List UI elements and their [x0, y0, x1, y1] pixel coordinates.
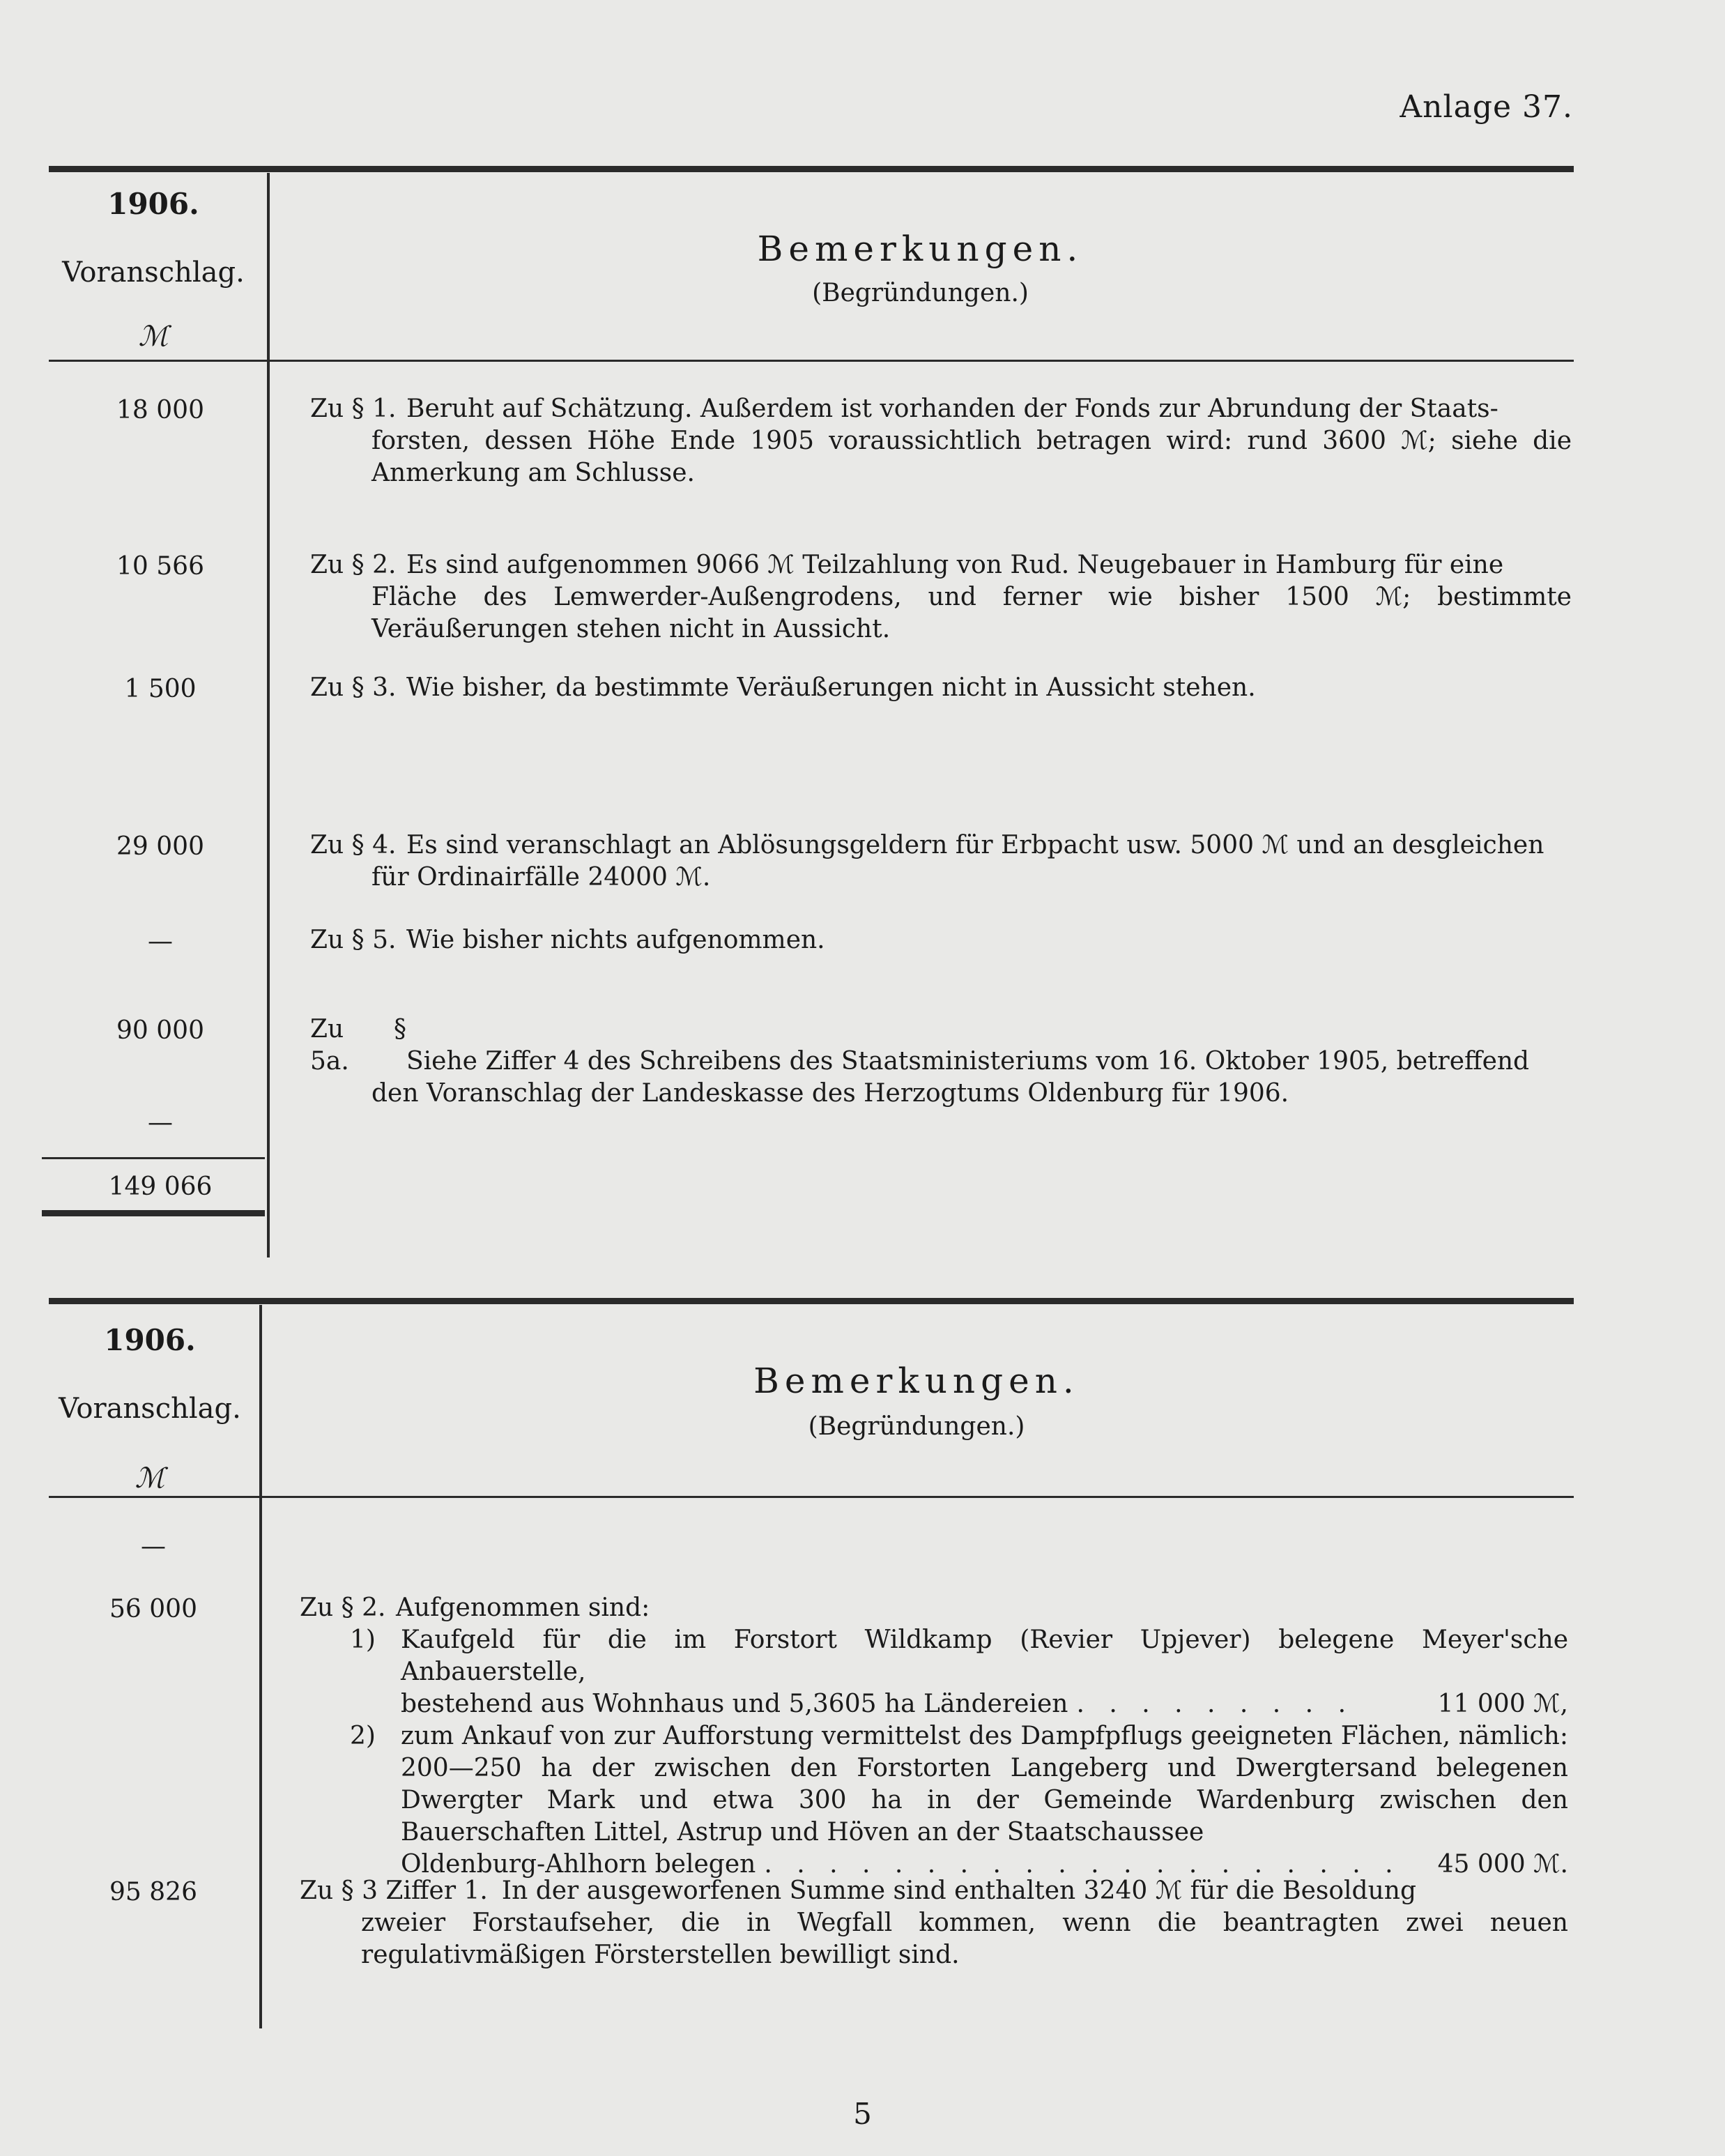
subitem-1-leader-dots: . . . . . . . . . — [1076, 1690, 1355, 1718]
subitem-1-text-first: Kaufgeld für die im Forstort Wildkamp (Revier Upjever) belegene Meyer'sche Anbauerstelle, — [401, 1626, 1568, 1686]
table1-total-rule — [42, 1210, 265, 1216]
page-number: 5 — [853, 2097, 872, 2131]
table1-ref-4: Zu § 4. — [310, 831, 397, 859]
subitem-2-text-first: zum Ankauf von zur Aufforstung vermittelst des Dampfpflugs geeigneten Flächen, — [401, 1722, 1451, 1750]
table2-entry-2 — [300, 1592, 1568, 1881]
table2-voranschlag-label: Voranschlag. — [59, 1393, 241, 1425]
table2-ref-3: Zu § 3 Ziffer 1. — [300, 1876, 488, 1905]
table1-amount-4: 29 000 — [116, 832, 204, 861]
table1-amount-5: — — [148, 927, 173, 956]
subitem-2-number: 2) — [350, 1722, 376, 1750]
table1-entry-5 — [310, 924, 1572, 956]
table2-top-rule — [49, 1298, 1574, 1304]
table1-subtitle: (Begründungen.) — [812, 279, 1029, 307]
table1-entry-1 — [310, 393, 1572, 489]
subitem-2-amount: 45 000 ℳ. — [1437, 1850, 1568, 1879]
subitem-2-leader-dots: . . . . . . . . . . . . . . . . . . . . — [764, 1850, 1402, 1879]
table1-text-1a: Beruht auf Schätzung. Außerdem ist vorhanden der Fonds zur Abrundung der Staats- — [406, 395, 1498, 423]
table2-header-rule — [49, 1496, 1574, 1498]
table1-amount-6: 90 000 — [116, 1016, 204, 1045]
table2-year: 1906. — [104, 1323, 196, 1357]
table2-subitem-1 — [300, 1624, 1568, 1720]
table1-text-2a: Es sind aufgenommen 9066 ℳ Teilzahlung von Rud. Neugebauer in Hamburg für eine — [406, 551, 1504, 579]
table2-text-2a: Aufgenommen sind: — [396, 1593, 650, 1622]
table2-currency-symbol: ℳ — [135, 1462, 165, 1494]
table2-amount-2: 56 000 — [109, 1595, 197, 1623]
table1-text-4b: für Ordinairfälle 24000 ℳ. — [371, 863, 711, 892]
appendix-label: Anlage 37. — [1400, 89, 1573, 125]
table1-amount-2: 10 566 — [116, 552, 204, 581]
table1-entry-3 — [310, 672, 1572, 704]
table1-total: 149 066 — [108, 1172, 213, 1201]
table2-text-3a: In der ausgeworfenen Summe sind enthalten 3240 ℳ für die Besoldung — [501, 1876, 1417, 1905]
subitem-1-amount-row — [401, 1688, 1568, 1720]
subitem-1-number: 1) — [350, 1626, 376, 1654]
table1-ref-2: Zu § 2. — [310, 551, 397, 579]
table1-amount-1: 18 000 — [116, 396, 204, 425]
table1-ref-6: Zu § 5a. — [310, 1015, 406, 1076]
table2-title: Bemerkungen. — [753, 1361, 1080, 1401]
table1-text-2b: Fläche des Lemwerder-Außengrodens, und ferner wie bisher 1500 ℳ; bestimmte Veräußerungen stehen nicht in Aussicht. — [371, 583, 1572, 643]
table1-currency-symbol: ℳ — [138, 321, 169, 353]
table1-voranschlag-label: Voranschlag. — [62, 257, 245, 289]
table2-subitem-2 — [300, 1720, 1568, 1881]
table2-text-3b: zweier Forstaufseher, die in Wegfall kommen, wenn die beantragten zwei neuen regulativmäßigen Försterstellen bewilligt sind. — [361, 1909, 1568, 1969]
table1-header-rule — [49, 360, 1574, 362]
subitem-1-text-last: bestehend aus Wohnhaus und 5,3605 ha Ländereien — [401, 1690, 1068, 1718]
table1-year: 1906. — [107, 187, 199, 221]
table1-title: Bemerkungen. — [757, 229, 1084, 269]
table2-entry-3 — [300, 1875, 1568, 1971]
table2-ref-2: Zu § 2. — [300, 1593, 386, 1622]
table1-entry-2 — [310, 549, 1572, 645]
table1-text-5a: Wie bisher nichts aufgenommen. — [406, 926, 825, 954]
table1-ref-1: Zu § 1. — [310, 395, 397, 423]
table1-amount-3: 1 500 — [124, 675, 197, 703]
table1-top-rule — [49, 166, 1574, 172]
table2-amount-3: 95 826 — [109, 1878, 197, 1906]
table1-amount-7: — — [148, 1108, 173, 1137]
table1-entry-4 — [310, 829, 1572, 894]
table2-subtitle: (Begründungen.) — [808, 1412, 1025, 1441]
table1-text-6b: den Voranschlag der Landeskasse des Herzogtums Oldenburg für 1906. — [371, 1079, 1289, 1108]
table1-ref-5: Zu § 5. — [310, 926, 397, 954]
table1-column-divider — [267, 173, 270, 1257]
subitem-1-amount: 11 000 ℳ, — [1437, 1690, 1568, 1718]
table1-sum-rule — [42, 1157, 265, 1159]
subitem-2-text-last: Oldenburg-Ahlhorn belegen — [401, 1850, 756, 1879]
table1-text-4a: Es sind veranschlagt an Ablösungsgeldern für Erbpacht usw. 5000 ℳ und an desgleichen — [406, 831, 1544, 859]
table1-entry-6 — [310, 1014, 1572, 1110]
subitem-2-text-middle: nämlich: 200—250 ha der zwischen den Forstorten Langeberg und Dwergtersand belegenen Dwergter Mark und etwa 300 ha in der Gemeinde Wardenburg zwischen den Bauerschaften Littel, Astrup und Höven an der Staatschaussee — [401, 1722, 1568, 1847]
table2-amount-1: — — [141, 1532, 166, 1561]
table1-ref-3: Zu § 3. — [310, 673, 397, 702]
table1-text-6a: Siehe Ziffer 4 des Schreibens des Staatsministeriums vom 16. Oktober 1905, betreffend — [406, 1047, 1530, 1076]
table1-text-3a: Wie bisher, da bestimmte Veräußerungen nicht in Aussicht stehen. — [406, 673, 1256, 702]
table1-text-1b: forsten, dessen Höhe Ende 1905 voraussichtlich betragen wird: rund 3600 ℳ; siehe die Anmerkung am Schlusse. — [371, 427, 1572, 487]
